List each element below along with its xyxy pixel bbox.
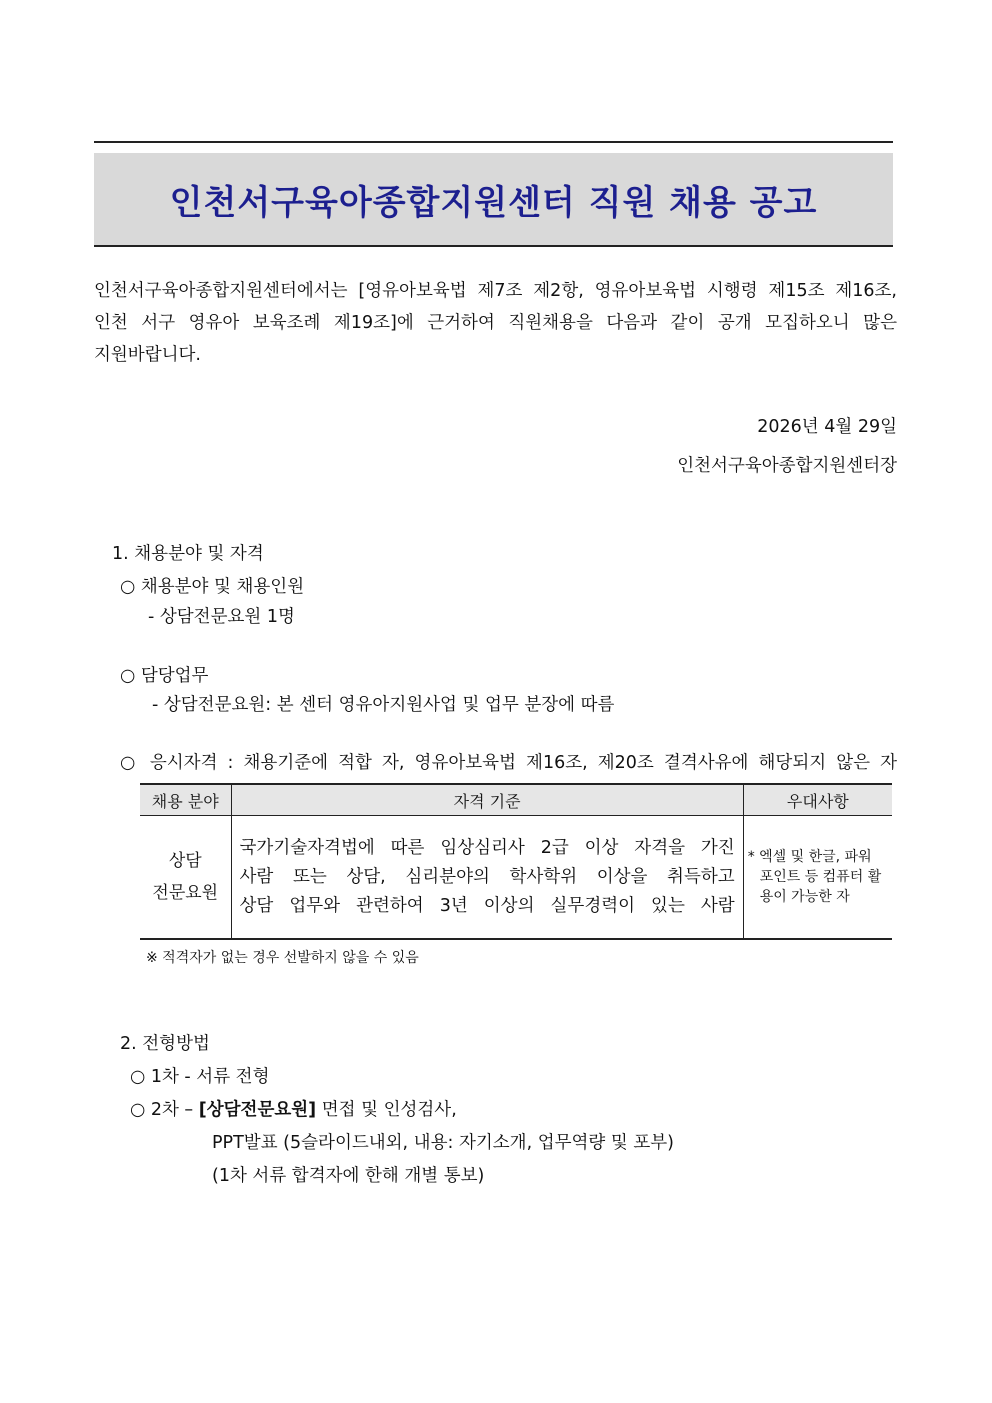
preference-line: 포인트 등 컴퓨터 활 bbox=[759, 869, 882, 885]
section2-item2-line3: (1차 서류 합격자에 한해 개별 통보) bbox=[212, 1166, 485, 1186]
header-preference: 우대사항 bbox=[743, 784, 892, 816]
table-row bbox=[140, 816, 892, 940]
section1-heading: 1. 채용분야 및 자격 bbox=[112, 544, 264, 564]
preference-line: 용이 가능한 자 bbox=[759, 889, 850, 905]
field-line: 전문요원 bbox=[152, 883, 219, 903]
title-box bbox=[94, 141, 893, 247]
section1-item1-sub: - 상담전문요원 1명 bbox=[148, 607, 295, 627]
section2-heading: 2. 전형방법 bbox=[120, 1034, 210, 1054]
title-banner bbox=[94, 153, 893, 245]
field-line: 상담 bbox=[168, 851, 202, 871]
header-criteria: 자격 기준 bbox=[231, 784, 743, 816]
cell-criteria bbox=[231, 816, 743, 940]
section2-item2 bbox=[130, 1096, 457, 1121]
section1-item3: ○ 응시자격 : 채용기준에 적합 자, 영유아보육법 제16조, 제20조 결격사유에 해당되지 않은 자 bbox=[120, 753, 897, 773]
cell-field bbox=[140, 816, 231, 940]
intro-paragraph bbox=[94, 275, 897, 371]
qualification-table bbox=[140, 783, 892, 940]
announcement-date: 2026년 4월 29일 bbox=[757, 417, 897, 437]
issuer: 인천서구육아종합지원센터장 bbox=[677, 456, 897, 476]
item2-rest: 면접 및 인성검사, bbox=[316, 1100, 457, 1120]
page-title: 인천서구육아종합지원센터 직원 채용 공고 bbox=[169, 182, 818, 223]
criteria-line: 국가기술자격법에 따른 임상심리사 2급 이상 자격을 가진 bbox=[239, 837, 735, 858]
intro-line: 지원바랍니다. bbox=[94, 345, 201, 365]
criteria-line: 사람 또는 상담, 심리분야의 학사학위 이상을 취득하고 bbox=[239, 866, 735, 887]
section2-item1: ○ 1차 - 서류 전형 bbox=[130, 1067, 270, 1087]
header-field: 채용 분야 bbox=[140, 784, 231, 816]
item2-bold: [상담전문요원] bbox=[198, 1100, 317, 1120]
preference-line: * 엑셀 및 한글, 파워 bbox=[747, 849, 872, 865]
section1-item1: ○ 채용분야 및 채용인원 bbox=[120, 577, 305, 597]
section1-item2: ○ 담당업무 bbox=[120, 666, 209, 686]
intro-line: 인천서구육아종합지원센터에서는 [영유아보육법 제7조 제2항, 영유아보육법 시행령 제15조 제16조, bbox=[94, 281, 897, 301]
cell-preference bbox=[743, 816, 892, 940]
section1-item2-sub: - 상담전문요원: 본 센터 영유아지원사업 및 업무 분장에 따름 bbox=[152, 695, 615, 715]
item2-prefix: ○ 2차 – bbox=[130, 1100, 199, 1120]
intro-line: 인천 서구 영유아 보육조례 제19조]에 근거하여 직원채용을 다음과 같이 공개 모집하오니 많은 bbox=[94, 313, 897, 333]
criteria-line: 상담 업무와 관련하여 3년 이상의 실무경력이 있는 사람 bbox=[239, 895, 735, 916]
table-header-row bbox=[140, 784, 892, 816]
section2-item2-line2: PPT발표 (5슬라이드내외, 내용: 자기소개, 업무역량 및 포부) bbox=[212, 1133, 674, 1153]
table-note: ※ 적격자가 없는 경우 선발하지 않을 수 있음 bbox=[146, 950, 419, 966]
